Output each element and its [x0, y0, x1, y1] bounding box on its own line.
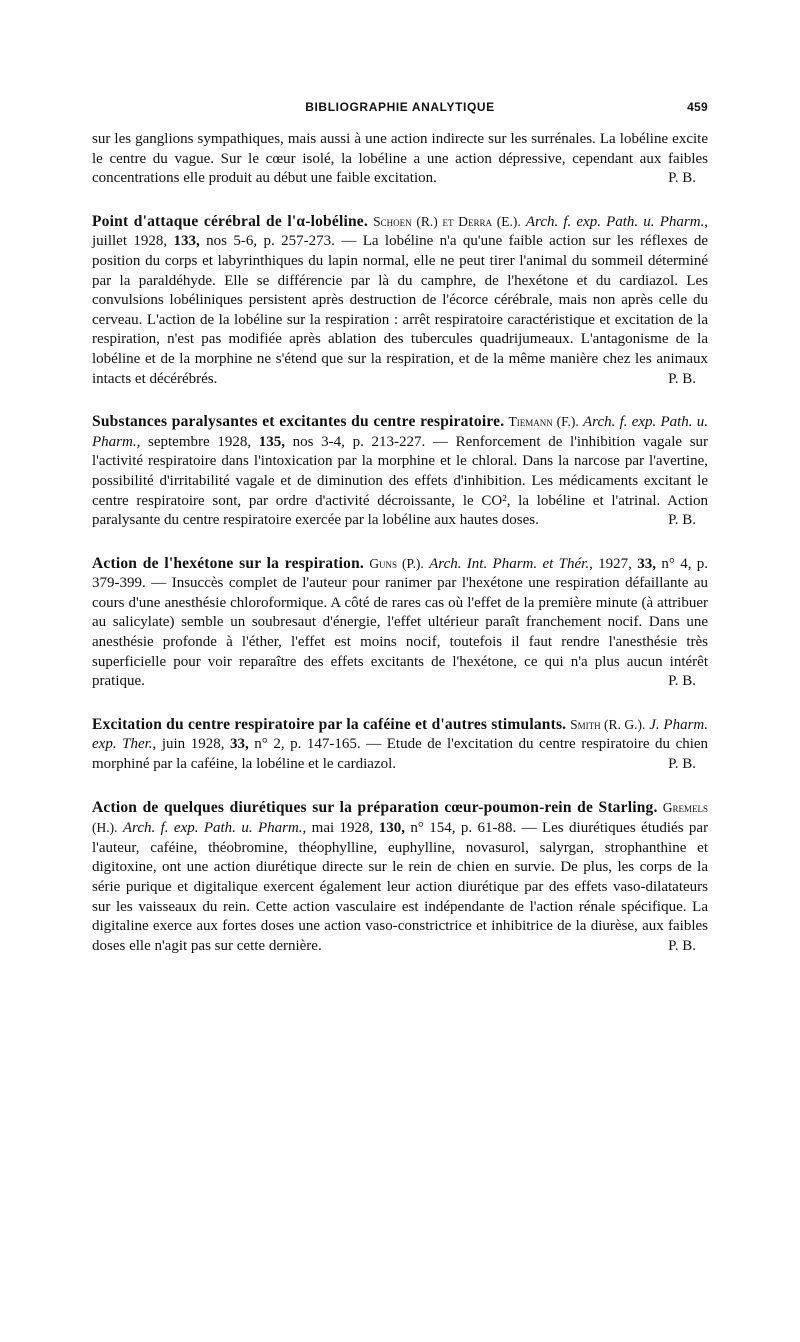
continuation-paragraph	[92, 130, 708, 189]
entry-volume: 135,	[258, 433, 285, 450]
entry-text: — La lobéline n'a qu'une faible action sur les réflexes de position du corps et labyrinthiques du lapin normal, elle ne peut tirer l'animal du sommeil déterminé par la paraldéhyde. Elle se différencie par là du camphre, de l'hexétone et du cardiazol. Les convulsions lobéliniques persistent après destruction de l'écorce cérébrale, mais non après celle du cerveau. L'action de la lobéline sur la respiration : arrêt respiratoire caractéristique et excitation de la respiration, n'est pas modifiée après ablation des tubercules quadrijumeaux. L'antagonisme de la lobéline et de la morphine ne s'étend que sur la respiration, et de la même manière chez les animaux intacts et décérébrés.	[92, 233, 708, 387]
entry-authors: Guns (P.).	[369, 555, 424, 571]
entry-pages: n° 154, p. 61-88.	[410, 820, 517, 837]
entry-journal: Arch. f. exp. Path. u. Pharm.,	[525, 213, 709, 230]
entry-pages: n° 4, p. 379-399.	[92, 555, 709, 592]
entry-text: — Renforcement de l'inhibition vagale sur l'activité respiratoire dans l'intoxication par la morphine et le chloral. Dans la narcose par l'avertine, possibilité d'irritabilité vagale et de diminution des effets d'inhibition. Les médicaments excitant le centre respiratoire sont, par ordre d'activité décroissante, le CO², la lobéline et l'atrinal. Action paralysante du centre respiratoire exercée par la lobéline aux hautes doses.	[92, 433, 709, 529]
entry-signature: P. B.	[668, 370, 696, 387]
entry-signature: P. B.	[668, 170, 696, 187]
running-head-title: BIBLIOGRAPHIE ANALYTIQUE	[305, 100, 495, 114]
entry-text: — Etude de l'excitation du centre respiratoire du chien morphiné par la caféine, la lobéline et le cardiazol.	[92, 736, 709, 773]
entry-date: septembre 1928,	[148, 433, 252, 450]
abstract-entry	[92, 554, 708, 692]
entry-pages: n° 2, p. 147-165.	[254, 736, 361, 753]
entry-authors: Smith (R. G.).	[570, 716, 646, 732]
entry-text: — Insuccès complet de l'auteur pour ranimer par l'hexétone une respiration défaillante au cours d'une anesthésie chloroformique. A côté de rares cas où l'effet de la première minute (à attribuer au salicylate) semble un soubresaut d'énergie, l'effet ultérieur paraît franchement nocif. Dans une anesthésie profonde à l'éther, l'effet est moins nocif, toutefois il faut rendre l'anesthésie très superficielle pour voir reparaître des effets excitants de l'hexétone, ce qui n'a plus aucun intérêt pratique.	[92, 575, 708, 690]
entry-date: mai 1928,	[311, 820, 374, 837]
entry-journal: J. Pharm. exp. Ther.,	[92, 716, 709, 753]
page	[92, 100, 708, 956]
page-number: 459	[687, 100, 708, 114]
entry-date: 1927,	[598, 555, 632, 572]
entry-title: Point d'attaque cérébral de l'α-lobéline.	[92, 212, 368, 230]
entry-volume: 33,	[637, 555, 657, 572]
entry-authors: Tiemann (F.).	[508, 414, 579, 430]
abstract-entry	[92, 412, 708, 531]
entry-authors: Gremels (H.).	[92, 799, 709, 836]
entry-pages: nos 3-4, p. 213-227.	[292, 433, 426, 450]
entry-title: Excitation du centre respiratoire par la caféine et d'autres stimulants.	[92, 715, 567, 733]
entry-date: juin 1928,	[161, 736, 225, 753]
entry-authors: Schoen (R.) et Derra (E.).	[373, 213, 521, 229]
abstract-entry	[92, 798, 708, 957]
abstract-entry	[92, 212, 708, 389]
entry-journal: Arch. Int. Pharm. et Thér.,	[429, 555, 593, 572]
entry-signature: P. B.	[668, 512, 696, 529]
entry-title: Substances paralysantes et excitantes du centre respiratoire.	[92, 413, 505, 431]
abstract-entry	[92, 715, 708, 775]
running-head	[92, 100, 708, 124]
entry-title: Action de quelques diurétiques sur la préparation cœur-poumon-rein de Starling.	[92, 798, 658, 816]
entry-text: sur les ganglions sympathiques, mais aussi à une action indirecte sur les surrénales. La lobéline excite le centre du vague. Sur le cœur isolé, la lobéline a une action dépressive, cependant aux faibles concentrations elle produit au début une faible excitation.	[92, 131, 708, 187]
entry-signature: P. B.	[668, 756, 696, 773]
entry-pages: nos 5-6, p. 257-273.	[206, 233, 335, 250]
entry-journal: Arch. f. exp. Path. u. Pharm.,	[92, 414, 709, 450]
entry-volume: 130,	[378, 820, 405, 837]
entry-date: juillet 1928,	[92, 233, 168, 250]
entry-signature: P. B.	[668, 937, 696, 954]
entry-text: — Les diurétiques étudiés par l'auteur, caféine, théobromine, théophylline, euphylline, novasurol, salyrgan, strophanthine et digitoxine, ont une action diurétique directe sur le rein de chien en survie. De plus, les corps de la série purique et digitalique exercent également leur action diurétique par des effets vaso-dilatateurs sur les vaisseaux du rein. Cette action vasculaire est indépendante de l'action rénale spécifique. La digitaline exerce aux fortes doses une action vaso-constrictrice et inhibitrice de la diurèse, aux faibles doses elle n'agit pas sur cette dernière.	[92, 820, 709, 954]
entry-title: Action de l'hexétone sur la respiration.	[92, 554, 364, 572]
entry-journal: Arch. f. exp. Path. u. Pharm.,	[122, 820, 307, 837]
entry-volume: 133,	[173, 233, 200, 250]
entry-signature: P. B.	[668, 673, 696, 690]
entry-volume: 33,	[230, 736, 249, 753]
